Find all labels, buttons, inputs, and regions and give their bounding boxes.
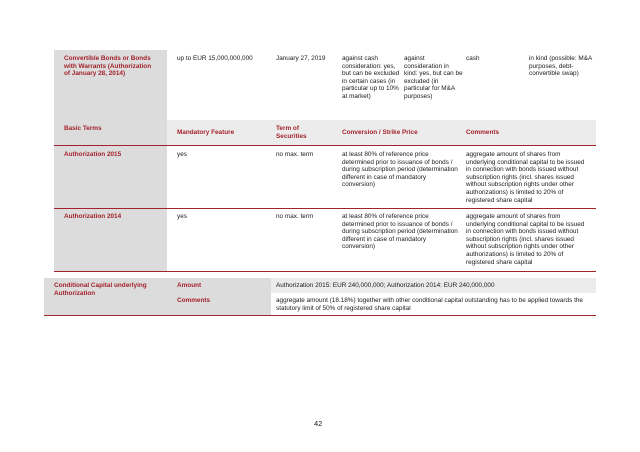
row-2015-label: Authorization 2015	[64, 151, 122, 158]
header-mandatory-feature: Mandatory Feature	[177, 129, 235, 136]
divider	[44, 315, 596, 316]
header-conversion-strike-price: Conversion / Strike Price	[342, 129, 418, 136]
row-2014-comments: aggregate amount of shares from underlying conditional capital to be issued in connection with bonds issued without subscription rights (incl. shares issued without subscription rights under other authorizations) is limited to 20% of registered share capital	[466, 213, 585, 266]
row-2014-conversion: at least 80% of reference price determined prior to issuance of bonds / during subscription period (determination different in case of mandatory conversion)	[342, 213, 458, 251]
conditional-capital-label: Conditional Capital underlying Authorization	[54, 282, 147, 297]
amount-label: Amount	[177, 282, 202, 289]
top-row-amount: up to EUR 15,000,000,000	[177, 55, 253, 62]
row-2014-label: Authorization 2014	[64, 213, 122, 220]
top-row-in-kind: in kind (possible: M&A purposes, debt-convertible swap)	[529, 55, 592, 78]
comments-label: Comments	[177, 297, 211, 304]
amount-value: Authorization 2015: EUR 240,000,000; Authorization 2014: EUR 240,000,000	[276, 282, 495, 289]
row-2015-conversion: at least 80% of reference price determined prior to issuance of bonds / during subscription period (determination different in case of mandatory conversion)	[342, 151, 458, 189]
header-comments: Comments	[466, 129, 500, 136]
row-2015-term: no max. term	[276, 151, 314, 158]
page-number: 42	[314, 419, 323, 428]
top-row-label: Convertible Bonds or Bonds with Warrants (Authorization of January 28, 2014)	[64, 55, 152, 78]
top-row-cash-consideration: against cash consideration: yes, but can be excluded in certain cases (in particular up to 10% at market)	[342, 55, 400, 100]
comments-value: aggregate amount (18.18%) together with other conditional capital outstanding has to be applied towards the statutory limit of 50% of registered share capital	[276, 297, 583, 312]
row-2014-mandatory: yes	[177, 213, 187, 220]
row-2015-comments: aggregate amount of shares from underlying conditional capital to be issued in connection with bonds issued without subscription rights (incl. shares issued without subscription rights under other authorizations) is limited to 20% of registered share capital	[466, 151, 585, 204]
top-row-kind-consideration: against consideration in kind: yes, but can be excluded (in particular for M&A purposes)	[404, 55, 463, 100]
row-2014-term: no max. term	[276, 213, 314, 220]
row-2015-mandatory: yes	[177, 151, 187, 158]
top-row-cash: cash	[466, 55, 480, 62]
header-term-of-securities: Term of Securities	[276, 125, 307, 140]
basic-terms-title: Basic Terms	[64, 125, 102, 132]
top-row-date: January 27, 2019	[276, 55, 326, 62]
divider	[54, 271, 596, 272]
